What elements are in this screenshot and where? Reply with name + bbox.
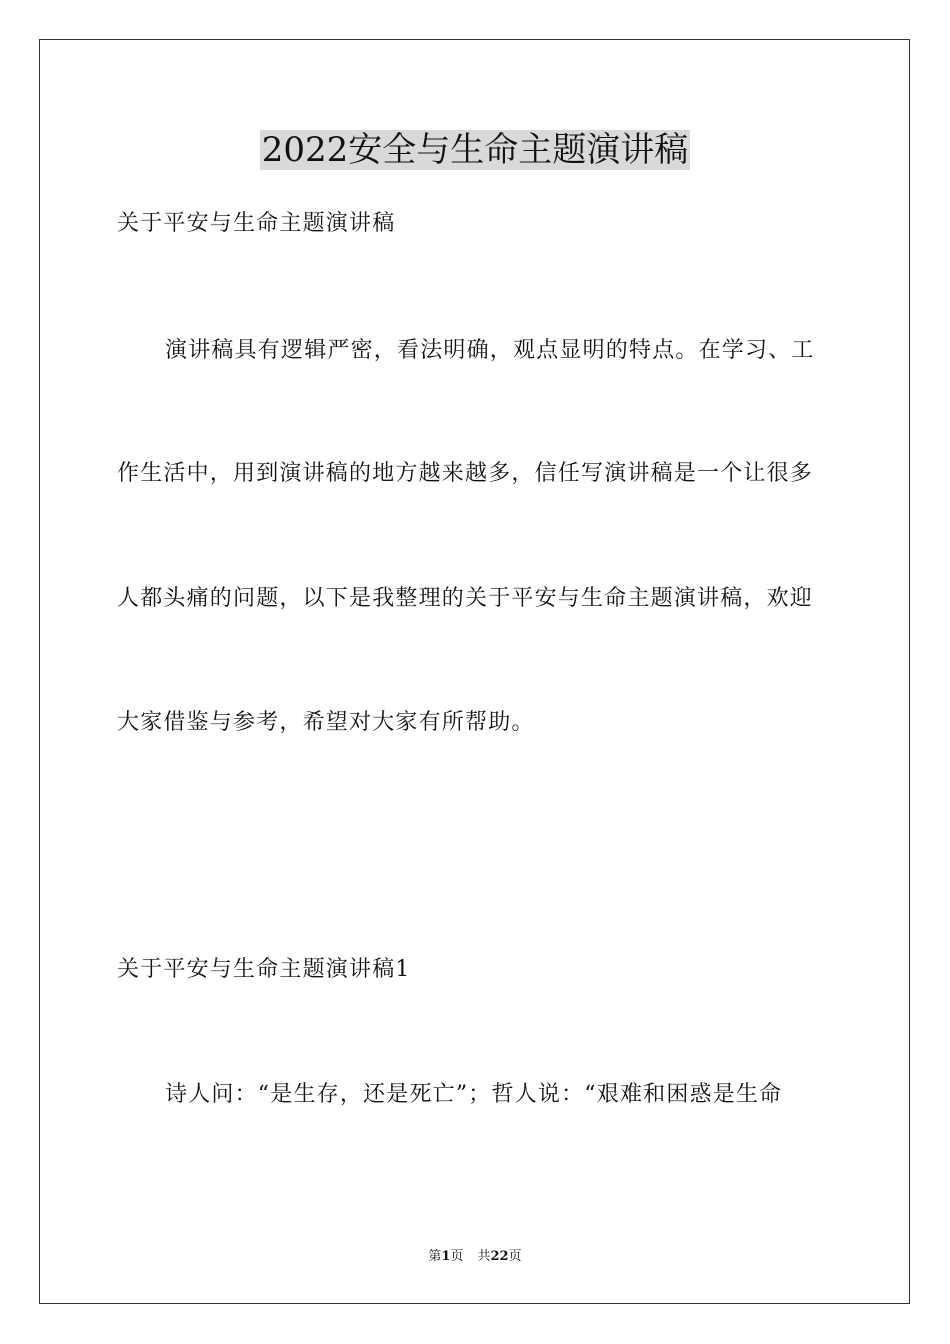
- footer-total-prefix: 共: [477, 1249, 491, 1264]
- intro-line-2: 作生活中，用到演讲稿的地方越来越多，信任写演讲稿是一个让很多: [117, 461, 814, 486]
- document-title: [0, 128, 950, 172]
- intro-line-4: 大家借鉴与参考，希望对大家有所帮助。: [117, 710, 535, 735]
- document-title-text: 2022安全与生命主题演讲稿: [261, 130, 689, 170]
- intro-line-3: 人都头痛的问题，以下是我整理的关于平安与生命主题演讲稿，欢迎: [117, 586, 814, 611]
- footer-total-suffix: 页: [508, 1249, 522, 1264]
- section-heading: 关于平安与生命主题演讲稿1: [117, 957, 411, 982]
- subtitle: 关于平安与生命主题演讲稿: [117, 211, 396, 236]
- footer-page-number: 1: [441, 1249, 451, 1264]
- section-first-line: 诗人问：“是生存，还是死亡”；哲人说：“艰难和困惑是生命: [165, 1082, 783, 1107]
- footer-page-prefix: 第: [428, 1249, 442, 1264]
- intro-line-1: 演讲稿具有逻辑严密，看法明确，观点显明的特点。在学习、工: [165, 338, 815, 363]
- footer-total-pages: 22: [490, 1249, 509, 1264]
- page-footer: [0, 1248, 950, 1266]
- footer-page-suffix: 页: [450, 1249, 464, 1264]
